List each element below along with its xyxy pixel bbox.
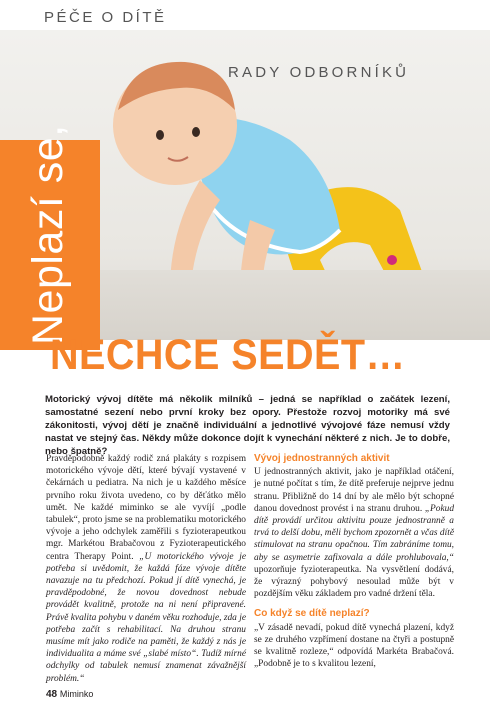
paragraph-text: upozorňuje fyzioterapeutka. Na vysvětlení dodává, že výrazný pohybový nesoulad může být v pozdějším věku základem pro vadné držení těla.: [254, 564, 454, 600]
paragraph-text: Pravděpodobně každý rodič zná plakáty s rozpisem motorického vývoje dětí, které bývají vystavené v čekárnách u pediatra. Na nich je u každého měsíce prvního roku života uvedeno, co by děťátko mělo umět. Ne každé miminko se ale vyvíjí „podle tabulek“, proto jsme se na problematiku motorického vývoje a jeho odchylek zaměřili s fyzioterapeutkou mgr. Markétou Brabačovou z Fyzioterapeutického centra Therapy Point.: [46, 454, 246, 562]
right-column: [254, 453, 454, 670]
subtitle: RADY ODBORNÍKŮ: [228, 64, 410, 81]
left-column: [46, 453, 246, 685]
article-paragraph: [46, 453, 246, 685]
article-paragraph: [254, 466, 454, 600]
section-label: PÉČE O DÍTĚ: [44, 9, 167, 26]
magazine-name: Miminko: [59, 689, 94, 699]
page-footer: [46, 689, 93, 700]
subheading: Vývoj jednostranných aktivit: [254, 453, 390, 464]
main-title: NECHCE SEDĚT…: [50, 331, 406, 379]
article-paragraph: „V zásadě nevadí, pokud dítě vynechá plazení, když se ze druhého vzpřímení dostane na čtyři a postupně se kvalitně rozleze,“ odpovídá Markéta Brabačová. „Podobně je to s kvalitou lezení,: [254, 622, 454, 670]
paragraph-text: U jednostranných aktivit, jako je například otáčení, je nutné počítat s tím, že dítě preferuje nejprve jednu stranu. Přibližně do 14 dní by ale mělo být schopné danou dovednost provést i na stranu druhou.: [254, 467, 454, 514]
lead-paragraph: Motorický vývoj dítěte má několik milníků – jedná se například o začátek lezení, samostatné sezení nebo první kroky bez opory. Přestože rozvoj motoriky má své zákonitosti, vývoj dětí je značně individuální a jednotlivé vývojové fáze nemusí vždy nastat ve stejný čas. Někdy může dokonce dojít k vynechání některé z nich. Je to dobře, nebo špatně?: [45, 394, 450, 457]
vertical-title: Neplazí se,: [24, 124, 72, 345]
subheading: Co když se dítě neplazí?: [254, 608, 370, 620]
quote-text: „U motorického vývoje je potřeba si uvědomit, že každá fáze vývoje dítěte navazuje na tu předchozí. Pokud jí dítě vynechá, je pravděpodobné, že novou dovednost nebude provádět kvalitně, protože na ni není připravené. Právě kvalita pohybu v daném věku rozhoduje, zda je potřeba začít s rehabilitací. Na druhou stranu musíme mít jako rodiče na paměti, že každý z nás je individualita a máme své „slabé místo“. Tudíž mírné odchylky od tabulek nemusí znamenat závažnější problém.“: [46, 551, 246, 684]
page-number: 48: [46, 689, 58, 700]
quote-text: „Pokud dítě provádí určitou aktivitu pouze jednostranně a trvá to delší dobu, měli bychom zpozornět a včas dítě stimulovat na stranu opačnou. Tím zabráníme tomu, aby se asymetrie zafixovala a dále prohlubovala,“: [254, 503, 455, 563]
